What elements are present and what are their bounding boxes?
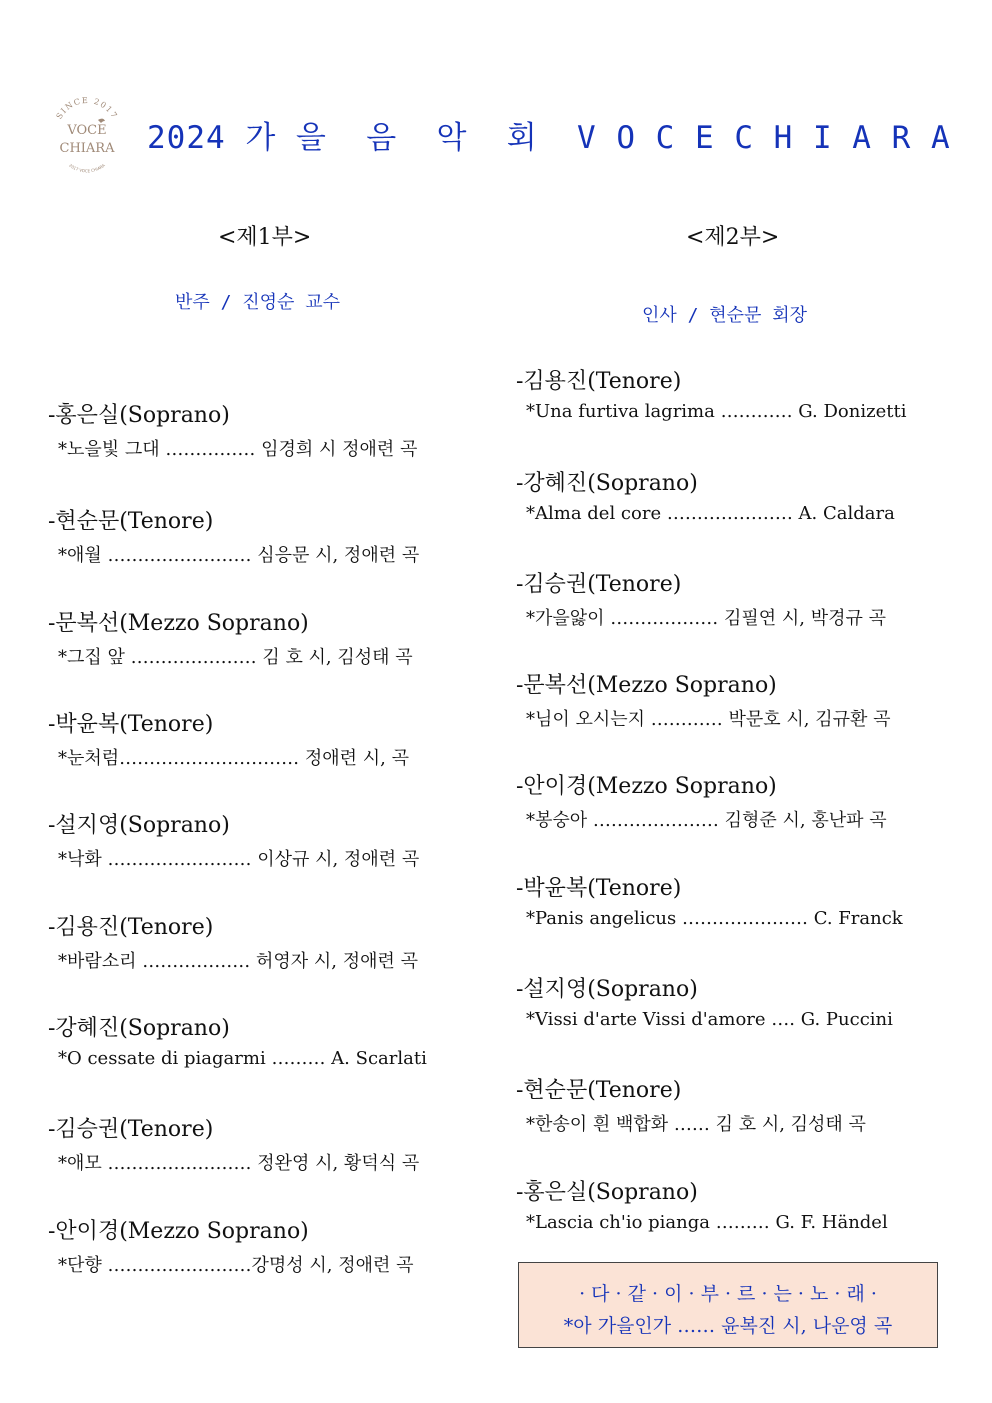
song-line: *눈처럼………………………… 정애련 시, 곡: [58, 748, 409, 769]
song-line: *Una furtiva lagrima ………… G. Donizetti: [526, 401, 907, 422]
performer-name: -안이경(Mezzo Soprano): [516, 774, 777, 799]
program-item: [516, 668, 946, 730]
logo-line1: VOCE: [67, 123, 107, 138]
performer-name: -김용진(Tenore): [516, 369, 682, 394]
song-line: *바람소리 ……………… 허영자 시, 정애련 곡: [58, 951, 418, 972]
song-line: *O cessate di piagarmi ……… A. Scarlati: [58, 1048, 427, 1069]
performer-name: -강혜진(Soprano): [48, 1016, 230, 1041]
performer-name: -현순문(Tenore): [48, 509, 214, 534]
logo-bottom-text: 2017 VOCE CHIARA: [68, 162, 106, 174]
program-item: [516, 466, 946, 524]
song-line: *봉숭아 ………………… 김형준 시, 홍난파 곡: [526, 810, 887, 831]
performer-name: -설지영(Soprano): [48, 813, 230, 838]
program-item: [516, 1073, 946, 1135]
vocechiara-logo: [50, 92, 124, 182]
program-item: [48, 606, 478, 668]
program-item: [48, 910, 478, 972]
program-item: [48, 707, 478, 769]
performer-name: -강혜진(Soprano): [516, 471, 698, 496]
part2-heading: <제2부>: [686, 225, 780, 250]
program-item: [516, 567, 946, 629]
program-item: [48, 1112, 478, 1174]
song-line: *Vissi d'arte Vissi d'amore …. G. Puccini: [526, 1009, 893, 1030]
song-line: *낙화 …………………… 이상규 시, 정애련 곡: [58, 849, 420, 870]
singalong-title: · 다 · 같 · 이 · 부 · 르 · 는 · 노 · 래 ·: [579, 1283, 877, 1305]
logo-line2: CHIARA: [59, 141, 115, 156]
performer-name: -김승권(Tenore): [516, 572, 682, 597]
program-item: [516, 364, 946, 422]
performer-name: -현순문(Tenore): [516, 1078, 682, 1103]
program-item: [48, 398, 478, 460]
performer-name: -설지영(Soprano): [516, 977, 698, 1002]
performer-name: -안이경(Mezzo Soprano): [48, 1219, 309, 1244]
part2-greeting: 인사 / 현순문 회장: [642, 305, 808, 326]
song-line: *한송이 흰 백합화 …… 김 호 시, 김성태 곡: [526, 1114, 866, 1135]
part1-accompaniment: 반주 / 진영순 교수: [175, 292, 341, 313]
performer-name: -문복선(Mezzo Soprano): [516, 673, 777, 698]
program-item: [48, 1011, 478, 1069]
program-item: [516, 769, 946, 831]
program-item: [48, 1214, 478, 1276]
performer-name: -김승권(Tenore): [48, 1117, 214, 1142]
song-line: *단향 ……………………강명성 시, 정애련 곡: [58, 1255, 414, 1276]
song-line: *애모 …………………… 정완영 시, 황덕식 곡: [58, 1153, 420, 1174]
song-line: *그집 앞 ………………… 김 호 시, 김성태 곡: [58, 647, 413, 668]
program-item: [516, 1175, 946, 1233]
program-item: [48, 504, 478, 566]
song-line: *노을빛 그대 …………… 임경희 시 정애련 곡: [58, 439, 418, 460]
song-line: *님이 오시는지 ………… 박문호 시, 김규환 곡: [526, 709, 891, 730]
program-item: [48, 808, 478, 870]
svg-text:SINCE 2017: [55, 96, 120, 121]
song-line: *Alma del core ………………… A. Caldara: [526, 503, 895, 524]
song-line: *애월 …………………… 심응문 시, 정애련 곡: [58, 545, 420, 566]
song-line: *Panis angelicus ………………… C. Franck: [526, 908, 903, 929]
performer-name: -박윤복(Tenore): [516, 876, 682, 901]
performer-name: -홍은실(Soprano): [48, 403, 230, 428]
performer-name: -홍은실(Soprano): [516, 1180, 698, 1205]
part1-heading: <제1부>: [218, 225, 312, 250]
program-item: [516, 972, 946, 1030]
song-line: *가을앓이 ……………… 김필연 시, 박경규 곡: [526, 608, 886, 629]
logo-top-text: SINCE 2017: [54, 95, 120, 121]
song-line: *Lascia ch'io pianga ……… G. F. Händel: [526, 1212, 888, 1233]
svg-text:2017 VOCE CHIARA: [68, 163, 106, 174]
singalong-box: [518, 1262, 938, 1348]
program-item: [516, 871, 946, 929]
performer-name: -박윤복(Tenore): [48, 712, 214, 737]
performer-name: -김용진(Tenore): [48, 915, 214, 940]
singalong-song: *아 가을인가 …… 윤복진 시, 나운영 곡: [563, 1315, 893, 1337]
performer-name: -문복선(Mezzo Soprano): [48, 611, 309, 636]
page-title: 2024 가 을 음 악 회 V O C E C H I A R A: [147, 120, 951, 156]
